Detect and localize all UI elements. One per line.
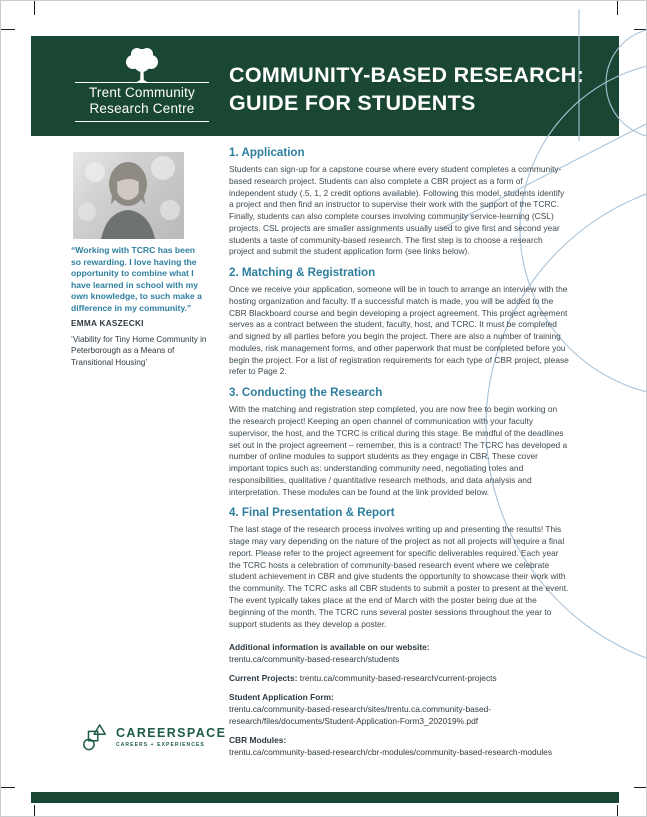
section-matching-registration <box>229 266 570 378</box>
application-form-label: Student Application Form: <box>229 692 334 703</box>
section-conducting-research <box>229 386 570 498</box>
application-form-url[interactable]: trentu.ca/community-based-research/sites/trentu.ca.community-based-research/files/documents/Student-Application-Form3_202019%.pdf <box>229 703 492 726</box>
section-body: The last stage of the research process involves writing up and presenting the results! This stage may vary depending on the nature of the project as not all projects will require a final report. Please refer to the project agreement for specific deliverables required. Each year the TCRC hosts a celebration of community-based research event where we celebrate student achievement in CBR and give students the opportunity to showcase their work with the community. The TCRC asks all CBR students to submit a poster to present at the event. The event typically takes place at the end of March with the poster being due at the beginning of the month. The TCRC runs several poster sessions throughout the year to support students as they develop a poster. <box>229 524 569 629</box>
crop-mark <box>34 805 35 816</box>
section-body: Students can sign-up for a capstone course where every student completes a community-based research project. Students can also complete a CBR project as a form of independent study (.5, 1, 2 credit options available). Following this model, students identify a project and then find an instructor to supervise their work with the support of the TCRC. Finally, students can also complete courses involving community service-learning (CSL) projects. CSL projects are smaller assignments usually used to give first and second year students a taste of community-based research. The first step is to choose a research project and submit the student application form (see links below). <box>229 164 565 257</box>
website-link-label: Additional information is available on our website: <box>229 642 430 653</box>
cbr-modules-label: CBR Modules: <box>229 734 287 745</box>
careerspace-shapes-icon <box>81 722 109 752</box>
student-quote: “Working with TCRC has been so rewarding. I love having the opportunity to combine what I have learned in school with my own knowledge, to such make a difference in my community.” <box>71 245 202 313</box>
crop-mark <box>617 805 618 816</box>
current-projects-link-item <box>229 673 570 685</box>
section-application <box>229 146 570 258</box>
main-content <box>229 146 570 766</box>
section-body: Once we receive your application, someone will be in touch to arrange an interview with the hosting organization and faculty. If a successful match is made, you will be added to the CBR Blackboard course and begin developing a project agreement. This project agreement serves as a contract between the student, faculty, host, and TCRC. It must be completed and signed by all parties before you begin the project. There are also a number of training modules, risk management forms, and other paperwork that must be completed before you begin the project. For a list of registration requirements for each type of CBR project, please refer to Page 2. <box>229 284 569 377</box>
page-title-line1: COMMUNITY-BASED RESEARCH: <box>229 63 585 87</box>
careerspace-logo <box>81 722 226 752</box>
careerspace-wordmark: CAREERSPACE <box>116 726 227 740</box>
attribution-name: EMMA KASZECKI <box>71 319 144 328</box>
website-link-item <box>229 642 570 666</box>
student-portrait-photo <box>73 152 184 239</box>
crop-mark <box>34 1 35 15</box>
section-heading: 4. Final Presentation & Report <box>229 506 395 520</box>
crop-mark <box>634 29 647 30</box>
links-block <box>229 642 570 758</box>
current-projects-url[interactable]: trentu.ca/community-based-research/current-projects <box>299 673 497 684</box>
cbr-modules-link-item <box>229 735 570 759</box>
section-heading: 2. Matching & Registration <box>229 266 376 280</box>
section-final-presentation <box>229 506 570 630</box>
section-heading: 1. Application <box>229 146 305 159</box>
page-title-line2: GUIDE FOR STUDENTS <box>229 91 476 116</box>
trent-community-research-centre-logo <box>75 46 209 122</box>
current-projects-label: Current Projects: <box>229 673 298 684</box>
section-heading: 3. Conducting the Research <box>229 386 383 400</box>
bottom-green-bar <box>31 792 619 803</box>
logo-org-line1: Trent Community <box>88 85 196 100</box>
portrait-silhouette <box>73 152 184 239</box>
logo-org-line2: Research Centre <box>89 100 195 116</box>
website-link-url[interactable]: trentu.ca/community-based-research/students <box>229 654 400 665</box>
quote-attribution <box>71 318 213 369</box>
attribution-project: ‘Viability for Tiny Home Community in Peterborough as a Means of Transitional Housing’ <box>71 334 207 367</box>
crop-mark <box>634 787 647 788</box>
section-body: With the matching and registration step completed, you are now free to begin working on the research project! Keeping an open channel of communication with your faculty supervisor, the host, and the TCRC is critical during this stage. Be mindful of the deadlines set out in the project agreement – remember, this is a contract! The TCRC has developed a number of online modules to support students as they engage in CBR. These cover important topics such as: understanding community need, negotiating roles and responsibilities, qualitative / quantitative research methods, and data analysis and interpretation. These modules can be found at the link provided below. <box>229 404 568 497</box>
tree-icon <box>113 46 171 84</box>
crop-mark <box>1 787 15 788</box>
careerspace-tagline: CAREERS + EXPERIENCES <box>116 742 205 748</box>
page-title <box>229 61 584 118</box>
cbr-modules-url[interactable]: trentu.ca/community-based-research/cbr-modules/community-based-research-modules <box>229 746 553 757</box>
crop-mark <box>1 29 15 30</box>
header-band <box>31 36 619 136</box>
application-form-link-item <box>229 692 570 728</box>
crop-mark <box>617 1 618 15</box>
